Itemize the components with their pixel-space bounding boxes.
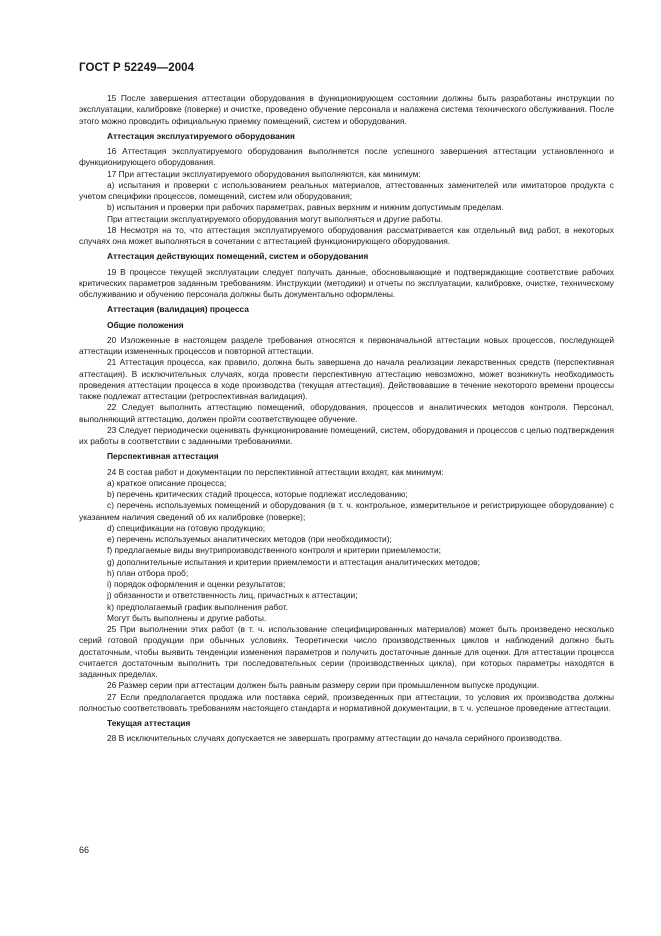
standard-header: ГОСТ Р 52249—2004	[79, 62, 195, 74]
list-item-24e: е) перечень используемых аналитических методов (при необходимости);	[107, 534, 392, 544]
list-item-24k: k) предполагаемый график выполнения работ.	[107, 601, 288, 612]
paragraph-22: 22 Следует выполнить аттестацию помещений, оборудования, процессов и аналитических методов контроля. Персонал, выполняющий аттестацию, должен пройти соответствующее обучение.	[79, 402, 614, 424]
paragraph-17: 17 При аттестации эксплуатируемого оборудования выполняются, как минимум:	[107, 168, 421, 179]
heading-operational-qualification: Аттестация эксплуатируемого оборудования	[107, 130, 295, 141]
list-item-17a: а) испытания и проверки с использованием реальных материалов, аттестованных заменителей или имитаторов продукта с учетом специфики процессов, помещений, систем или оборудования;	[79, 179, 614, 201]
heading-general-provisions: Общие положения	[107, 319, 184, 330]
paragraph-19: 19 В процессе текущей эксплуатации следует получать данные, обосновывающие и подтверждающие соответствие рабочих критических параметров заданным требованиям. Инструкции (методики) и отчеты по эксплуатации, калибровке, очистке, техническому обслуживанию и обучению персонала должны быть документально оформлены.	[79, 266, 614, 299]
heading-concurrent-validation: Текущая аттестация	[107, 718, 191, 728]
list-item-24g: g) дополнительные испытания и критерии приемлемости и аттестация аналитических методов;	[107, 556, 480, 567]
paragraph-24-note: Могут быть выполнены и другие работы.	[107, 612, 267, 623]
list-item-24h: h) план отбора проб;	[107, 567, 189, 578]
paragraph-27: 27 Если предполагается продажа или поставка серий, произведенных при аттестации, то условия их производства должны полностью соответствовать требованиям настоящего стандарта и нормативной документации, в т. ч. успешное проведение аттестации.	[79, 691, 614, 713]
list-item-24j: j) обязанности и ответственность лиц, причастных к аттестации;	[107, 590, 358, 601]
paragraph-24: 24 В состав работ и документации по перспективной аттестации входят, как минимум:	[107, 466, 444, 477]
paragraph-20: 20 Изложенные в настоящем разделе требования относятся к первоначальной аттестации новых процессов, последующей аттестации измененных процессов и повторной аттестации.	[79, 334, 614, 356]
heading-process-validation: Аттестация (валидация) процесса	[107, 304, 249, 315]
list-item-24f: f) предлагаемые виды внутрипроизводственного контроля и критерии приемлемости;	[107, 545, 441, 556]
page-number: 66	[79, 845, 90, 855]
list-item-24a: а) краткое описание процесса;	[107, 477, 227, 488]
paragraph-23: 23 Следует периодически оценивать функционирование помещений, систем, оборудования и процессов с целью подтверждения их работы в соответствии с заданными требованиями.	[79, 424, 614, 446]
list-item-17b: b) испытания и проверки при рабочих параметрах, равных верхним и нижним допустимым пределам.	[107, 202, 504, 213]
paragraph-25: 25 При выполнении этих работ (в т. ч. использование специфицированных материалов) может быть произведено несколько серий готовой продукции при обычных условиях. Теоретически число производственных циклов и наблюдений должно быть достаточным, чтобы выявить тенденции изменения параметров и получить достаточные данные для оценки. Для аттестации процесса считается достаточным выполнить три последовательных серии (производственных цикла), при которых параметры находятся в заданных пределах.	[79, 624, 614, 679]
heading-existing-facilities: Аттестация действующих помещений, систем и оборудования	[107, 251, 369, 262]
paragraph-16: 16 Аттестация эксплуатируемого оборудования выполняется после успешного завершения аттестации установленного и функционирующего оборудования.	[79, 146, 614, 168]
list-item-24b: b) перечень критических стадий процесса, которые подлежат исследованию;	[107, 489, 408, 499]
list-item-24c: с) перечень используемых помещений и оборудования (в т. ч. контрольное, измерительное и регистрирующее оборудование) с указанием наличия сведений об их калибровке (поверке);	[79, 500, 614, 522]
paragraph-15: 15 После завершения аттестации оборудования в функционирующем состоянии должны быть разработаны инструкции по эксплуатации, калибровке (поверке) и очистке, проведено обучение персонала и налажена система технического обслуживания. После этого можно проводить официальную приемку помещений, систем и оборудования.	[79, 93, 614, 126]
paragraph-26: 26 Размер серии при аттестации должен быть равным размеру серии при промышленном выпуске продукции.	[107, 680, 539, 691]
paragraph-17-note: При аттестации эксплуатируемого оборудования могут выполняться и другие работы.	[107, 213, 443, 224]
heading-prospective-validation: Перспективная аттестация	[107, 451, 219, 462]
list-item-24d: d) спецификации на готовую продукцию;	[107, 522, 266, 533]
document-body	[79, 93, 614, 745]
paragraph-18: 18 Несмотря на то, что аттестация эксплуатируемого оборудования рассматривается как отдельный вид работ, в некоторых случаях она может выполняться в сочетании с аттестацией функционирующего оборудования.	[79, 224, 614, 246]
paragraph-21: 21 Аттестация процесса, как правило, должна быть завершена до начала реализации лекарственных средств (перспективная аттестация). В исключительных случаях, когда провести перспективную аттестацию невозможно, может возникнуть необходимость проведения аттестации процесса в ходе производства (текущая аттестация). Действовавшие в течение некоторого времени процессы также подлежат аттестации (ретроспективная валидация).	[79, 357, 614, 401]
list-item-24i: i) порядок оформления и оценки результатов;	[107, 579, 286, 589]
paragraph-28: 28 В исключительных случаях допускается не завершать программу аттестации до начала серийного производства.	[107, 733, 563, 744]
